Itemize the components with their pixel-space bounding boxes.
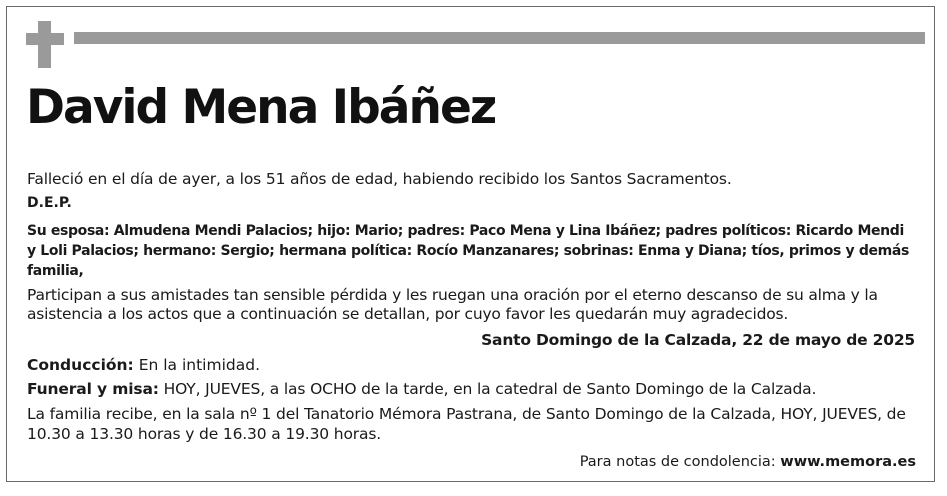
- death-announcement: Falleció en el día de ayer, a los 51 años de edad, habiendo recibido los Santos Sacramentos.: [27, 170, 732, 188]
- funeral-label: Funeral y misa:: [27, 380, 159, 398]
- condolence-text: Para notas de condolencia:: [579, 454, 776, 470]
- family-list: Su esposa: Almudena Mendi Palacios; hijo: Mario; padres: Paco Mena y Lina Ibáñez; padres políticos: Ricardo Mendi y Loli Palacios; hermano: Sergio; hermana política: Rocío Manzanares; sobrinas: Enma y Diana; tíos, primos y demás familia,: [27, 223, 909, 279]
- cross-icon-bar: [26, 33, 64, 45]
- rip-label: D.E.P.: [27, 195, 72, 211]
- reception-info: La familia recibe, en la sala nº 1 del Tanatorio Mémora Pastrana, de Santo Domingo de la Calzada, HOY, JUEVES, de 10.30 a 13.30 horas y de 16.30 a 19.30 horas.: [27, 405, 906, 443]
- deceased-name: David Mena Ibáñez: [26, 80, 496, 135]
- conduccion-label: Conducción:: [27, 356, 134, 374]
- thanks-paragraph: Participan a sus amistades tan sensible pérdida y les ruegan una oración por el eterno descanso de su alma y la asistencia a los actos que a continuación se detallan, por cuyo favor les quedarán muy agradecidos.: [27, 286, 878, 323]
- funeral-text: HOY, JUEVES, a las OCHO de la tarde, en la catedral de Santo Domingo de la Calzada.: [163, 380, 817, 398]
- condolence-website-link[interactable]: www.memora.es: [780, 454, 916, 470]
- place-and-date: Santo Domingo de la Calzada, 22 de mayo de 2025: [481, 331, 915, 349]
- funeral-line: [27, 380, 917, 399]
- conduccion-line: [27, 356, 917, 375]
- conduccion-text: En la intimidad.: [138, 356, 261, 374]
- condolence-note: [580, 454, 916, 470]
- header-divider: [74, 32, 925, 44]
